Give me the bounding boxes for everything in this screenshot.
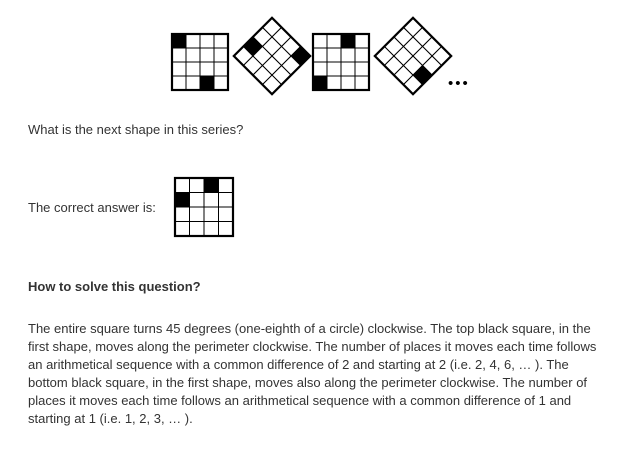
answer-label: The correct answer is: bbox=[28, 200, 156, 215]
empty-cell bbox=[204, 207, 219, 222]
answer-svg bbox=[172, 175, 236, 239]
sequence-svg bbox=[168, 14, 488, 98]
empty-cell bbox=[186, 34, 200, 48]
empty-cell bbox=[190, 222, 205, 237]
empty-cell bbox=[219, 207, 234, 222]
solution-heading: How to solve this question? bbox=[28, 279, 201, 294]
empty-cell bbox=[341, 76, 355, 90]
empty-cell bbox=[175, 222, 190, 237]
empty-cell bbox=[190, 207, 205, 222]
empty-cell bbox=[175, 178, 190, 193]
sequence-shape-1 bbox=[172, 34, 228, 90]
filled-cell bbox=[204, 178, 219, 193]
empty-cell bbox=[186, 62, 200, 76]
sequence-shape-3 bbox=[313, 34, 369, 90]
filled-cell bbox=[172, 34, 186, 48]
empty-cell bbox=[214, 34, 228, 48]
empty-cell bbox=[204, 193, 219, 208]
empty-cell bbox=[327, 62, 341, 76]
empty-cell bbox=[327, 48, 341, 62]
empty-cell bbox=[200, 62, 214, 76]
empty-cell bbox=[327, 76, 341, 90]
empty-cell bbox=[200, 34, 214, 48]
sequence-shape-4 bbox=[375, 18, 451, 94]
empty-cell bbox=[214, 76, 228, 90]
empty-cell bbox=[186, 48, 200, 62]
empty-cell bbox=[355, 76, 369, 90]
empty-cell bbox=[190, 178, 205, 193]
filled-cell bbox=[175, 193, 190, 208]
empty-cell bbox=[219, 193, 234, 208]
solution-body: The entire square turns 45 degrees (one-eighth of a circle) clockwise. The top black square, in the first shape, moves along the perimeter clockwise. The number of places it moves each time follows an arithmetical sequence with a common difference of 2 and starting at 2 (i.e. 2, 4, 6, … ). The bottom black square, in the first shape, moves also along the perimeter clockwise. The number of places it moves each time follows an arithmetical sequence with a common difference of 1 and starting at 1 (i.e. 1, 2, 3, … ). bbox=[28, 321, 597, 426]
filled-cell bbox=[200, 76, 214, 90]
empty-cell bbox=[172, 62, 186, 76]
filled-cell bbox=[313, 76, 327, 90]
empty-cell bbox=[214, 48, 228, 62]
empty-cell bbox=[327, 34, 341, 48]
ellipsis: ••• bbox=[448, 75, 470, 92]
empty-cell bbox=[313, 34, 327, 48]
empty-cell bbox=[172, 76, 186, 90]
empty-cell bbox=[355, 62, 369, 76]
empty-cell bbox=[200, 48, 214, 62]
sequence-shape-2 bbox=[234, 18, 310, 94]
empty-cell bbox=[219, 222, 234, 237]
empty-cell bbox=[214, 62, 228, 76]
sequence-figures bbox=[168, 14, 488, 98]
empty-cell bbox=[175, 207, 190, 222]
empty-cell bbox=[172, 48, 186, 62]
empty-cell bbox=[313, 48, 327, 62]
answer-shape bbox=[175, 178, 233, 236]
empty-cell bbox=[204, 222, 219, 237]
filled-cell bbox=[341, 34, 355, 48]
empty-cell bbox=[313, 62, 327, 76]
empty-cell bbox=[219, 178, 234, 193]
empty-cell bbox=[341, 48, 355, 62]
empty-cell bbox=[355, 34, 369, 48]
empty-cell bbox=[186, 76, 200, 90]
empty-cell bbox=[341, 62, 355, 76]
answer-figure bbox=[172, 175, 236, 239]
empty-cell bbox=[190, 193, 205, 208]
empty-cell bbox=[355, 48, 369, 62]
question-text: What is the next shape in this series? bbox=[28, 122, 244, 137]
